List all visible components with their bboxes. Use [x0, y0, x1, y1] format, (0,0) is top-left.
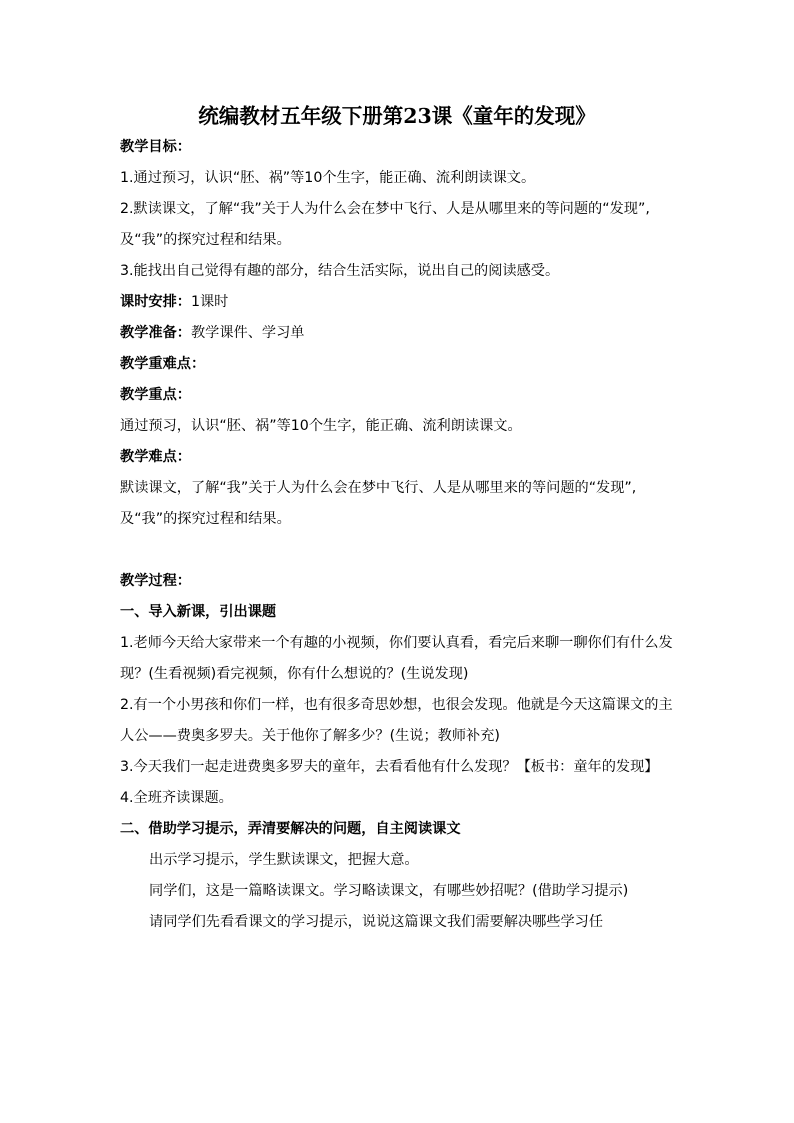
section-1-paragraph-4: 4.全班齐读课题。: [120, 790, 233, 806]
difficult-point-text: 默读课文，了解“我”关于人为什么会在梦中飞行、人是从哪里来的等问题的“发现”,及“我”的探究过程和结果。: [120, 480, 637, 527]
section-1-paragraph-2: 2.有一个小男孩和你们一样，也有很多奇思妙想，也很会发现。他就是今天这篇课文的主人公——费奥多罗夫。关于他你了解多少？(生说；教师补充): [120, 697, 673, 744]
goal-2: 2.默读课文，了解“我”关于人为什么会在梦中飞行、人是从哪里来的等问题的“发现”,及“我”的探究过程和结果。: [120, 201, 650, 248]
schedule-label: 课时安排：: [120, 294, 191, 310]
section-2-paragraph-3: 请同学们先看看课文的学习提示，说说这篇课文我们需要解决哪些学习任: [149, 914, 604, 930]
prep-value: 教学课件、学习单: [190, 325, 305, 341]
document-title: 统编教材五年级下册第23课《童年的发现》: [198, 104, 596, 128]
difficult-point-heading: 教学难点：: [120, 449, 191, 465]
section-1-heading: 一、导入新课，引出课题: [120, 604, 277, 620]
schedule-line: [120, 287, 674, 318]
section-2-paragraph-1: 出示学习提示，学生默读课文，把握大意。: [149, 852, 419, 868]
paragraph-gap: [120, 535, 674, 566]
key-point-heading: 教学重点：: [120, 387, 191, 403]
section-1-paragraph-1: 1.老师今天给大家带来一个有趣的小视频，你们要认真看，看完后来聊一聊你们有什么发现？(生看视频)看完视频，你有什么想说的？(生说发现): [120, 635, 673, 682]
prep-line: [120, 318, 674, 349]
document-page: [120, 100, 674, 938]
key-difficult-heading: 教学重难点：: [120, 356, 206, 372]
goal-1: 1.通过预习，认识“胚、祸”等10个生字，能正确、流利朗读课文。: [120, 170, 536, 186]
goals-heading: 教学目标：: [120, 139, 191, 155]
schedule-value: 1课时: [190, 294, 229, 310]
goal-3: 3.能找出自己觉得有趣的部分，结合生活实际，说出自己的阅读感受。: [120, 263, 560, 279]
key-point-text: 通过预习，认识“胚、祸”等10个生字，能正确、流利朗读课文。: [120, 418, 522, 434]
section-2-heading: 二、借助学习提示，弄清要解决的问题，自主阅读课文: [120, 821, 461, 837]
prep-label: 教学准备：: [120, 325, 191, 341]
process-heading: 教学过程：: [120, 573, 191, 589]
section-1-paragraph-3: 3.今天我们一起走进费奥多罗夫的童年，去看看他有什么发现？【板书：童年的发现】: [120, 759, 659, 775]
section-2-paragraph-2: 同学们，这是一篇略读课文。学习略读课文，有哪些妙招呢？(借助学习提示): [149, 883, 629, 899]
